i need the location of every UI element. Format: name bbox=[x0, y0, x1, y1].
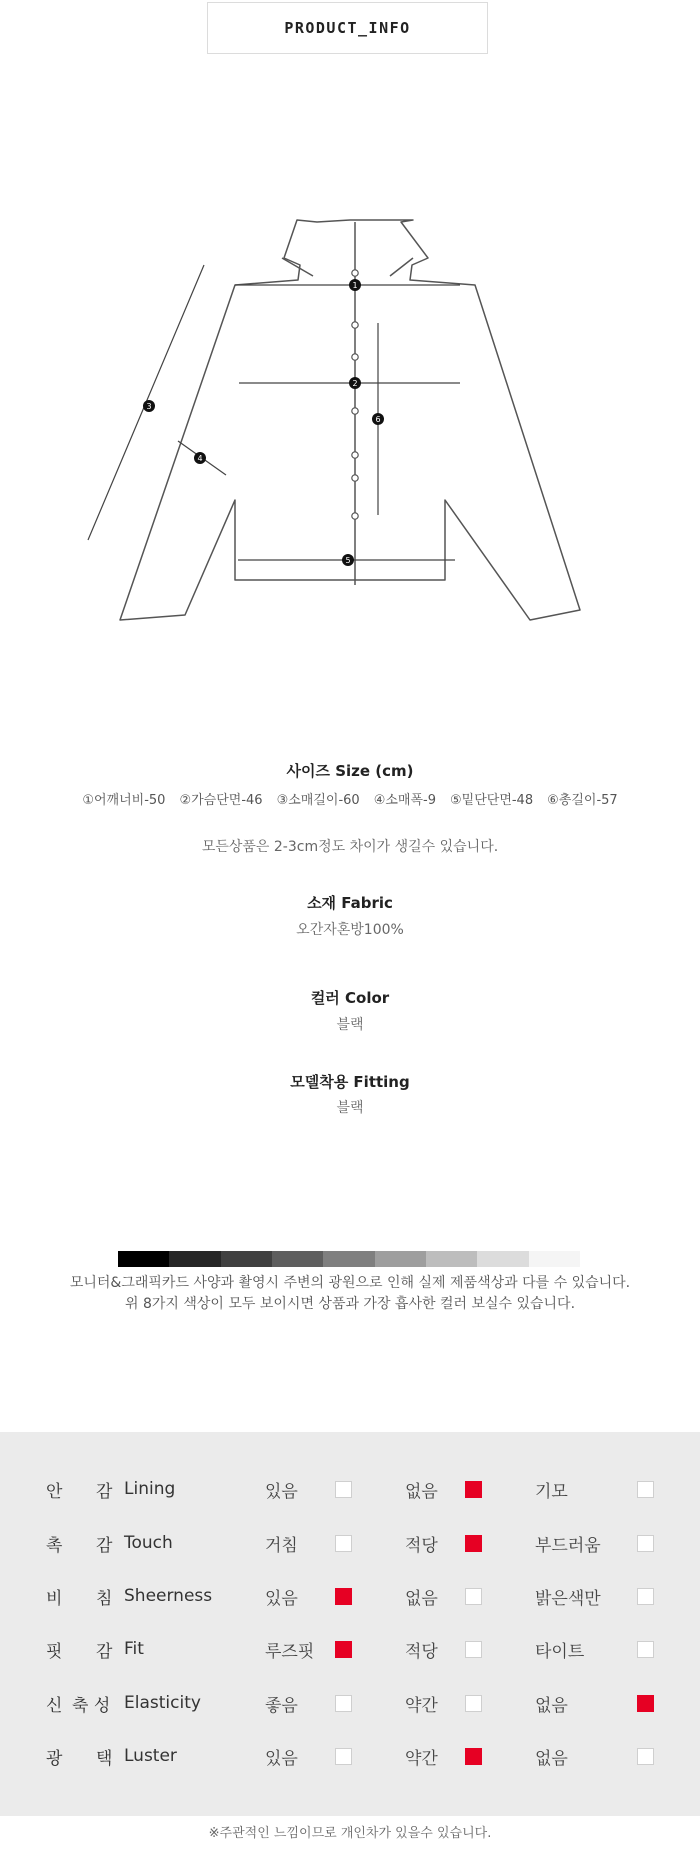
size-note: 모든상품은 2-3cm정도 차이가 생길수 있습니다. bbox=[201, 839, 499, 855]
option-checkbox[interactable] bbox=[637, 1748, 654, 1765]
attribute-row-lining bbox=[0, 1474, 700, 1504]
attr-ko-b: 축 성 bbox=[72, 1695, 111, 1716]
product-info-header: PRODUCT_INFO bbox=[207, 2, 488, 54]
attr-en: Sheerness bbox=[124, 1586, 213, 1606]
color-swatch bbox=[272, 1251, 323, 1267]
attr-ko-a: 비 bbox=[46, 1588, 63, 1609]
size-list bbox=[0, 789, 700, 808]
option-label: 거침 bbox=[265, 1535, 298, 1556]
attribute-row-luster bbox=[0, 1741, 700, 1771]
option-label: 있음 bbox=[265, 1748, 298, 1769]
marker-2-label: 2 bbox=[352, 379, 358, 388]
attr-en: Elasticity bbox=[124, 1693, 201, 1713]
option-label: 없음 bbox=[405, 1588, 438, 1609]
attr-ko-a: 광 bbox=[46, 1748, 63, 1769]
fitting-title: 모델착용 Fitting bbox=[290, 1073, 410, 1091]
option-checkbox[interactable] bbox=[465, 1748, 482, 1765]
attribute-row-touch bbox=[0, 1528, 700, 1558]
attr-ko-b: 택 bbox=[96, 1748, 113, 1769]
attr-ko-b: 침 bbox=[96, 1588, 113, 1609]
color-swatch bbox=[477, 1251, 528, 1267]
attr-ko-a: 신 bbox=[46, 1695, 63, 1716]
size-item: ①어깨너비-50 bbox=[82, 793, 166, 808]
option-checkbox[interactable] bbox=[465, 1481, 482, 1498]
option-label: 없음 bbox=[405, 1481, 438, 1502]
size-item: ②가슴단면-46 bbox=[179, 793, 263, 808]
marker-6-label: 6 bbox=[375, 415, 381, 424]
fitting-value: 블랙 bbox=[336, 1100, 364, 1116]
size-item: ③소매길이-60 bbox=[276, 793, 360, 808]
attr-ko-a: 핏 bbox=[46, 1641, 63, 1662]
color-swatch bbox=[323, 1251, 374, 1267]
option-checkbox[interactable] bbox=[335, 1641, 352, 1658]
option-label: 루즈핏 bbox=[265, 1641, 315, 1662]
option-checkbox[interactable] bbox=[335, 1588, 352, 1605]
color-swatch bbox=[375, 1251, 426, 1267]
attr-ko-b: 감 bbox=[96, 1535, 113, 1556]
color-swatch bbox=[426, 1251, 477, 1267]
marker-3-label: 3 bbox=[146, 402, 152, 411]
option-checkbox[interactable] bbox=[335, 1695, 352, 1712]
option-label: 밝은색만 bbox=[535, 1588, 601, 1609]
disclaimer-note: ※주관적인 느낌이므로 개인차가 있을수 있습니다. bbox=[208, 1826, 492, 1841]
attr-en: Luster bbox=[124, 1746, 177, 1766]
color-swatch bbox=[169, 1251, 220, 1267]
marker-5-label: 5 bbox=[345, 556, 351, 565]
marker-1-label: 1 bbox=[352, 281, 358, 290]
option-checkbox[interactable] bbox=[465, 1695, 482, 1712]
size-item: ⑤밑단단면-48 bbox=[449, 793, 534, 808]
attr-en: Lining bbox=[124, 1479, 176, 1499]
shirt-diagram bbox=[60, 200, 640, 640]
option-checkbox[interactable] bbox=[465, 1535, 482, 1552]
option-label: 약간 bbox=[405, 1695, 438, 1716]
attribute-row-elasticity bbox=[0, 1688, 700, 1718]
option-label: 부드러움 bbox=[535, 1535, 601, 1556]
option-label: 기모 bbox=[535, 1481, 568, 1502]
color-swatch bbox=[221, 1251, 272, 1267]
option-checkbox[interactable] bbox=[465, 1588, 482, 1605]
size-item: ⑥총길이-57 bbox=[547, 793, 618, 808]
option-label: 없음 bbox=[535, 1695, 568, 1716]
option-label: 적당 bbox=[405, 1641, 438, 1662]
option-label: 있음 bbox=[265, 1588, 298, 1609]
color-swatch-bar bbox=[118, 1251, 580, 1267]
option-checkbox[interactable] bbox=[637, 1481, 654, 1498]
size-item: ④소매폭-9 bbox=[373, 793, 436, 808]
option-label: 좋음 bbox=[265, 1695, 298, 1716]
attr-en: Touch bbox=[124, 1533, 173, 1553]
attribute-row-fit bbox=[0, 1634, 700, 1664]
option-checkbox[interactable] bbox=[637, 1695, 654, 1712]
size-title: 사이즈 Size (cm) bbox=[286, 762, 414, 780]
option-checkbox[interactable] bbox=[637, 1641, 654, 1658]
attribute-row-sheerness bbox=[0, 1581, 700, 1611]
monitor-notice-line2: 위 8가지 색상이 모두 보이시면 상품과 가장 흡사한 컬러 보실수 있습니다. bbox=[124, 1296, 576, 1312]
attr-ko-b: 감 bbox=[96, 1641, 113, 1662]
option-checkbox[interactable] bbox=[335, 1535, 352, 1552]
color-value: 블랙 bbox=[336, 1017, 364, 1033]
fabric-title: 소재 Fabric bbox=[307, 894, 393, 912]
attr-ko-a: 촉 bbox=[46, 1535, 63, 1556]
option-checkbox[interactable] bbox=[465, 1641, 482, 1658]
color-swatch bbox=[529, 1251, 580, 1267]
option-label: 타이트 bbox=[535, 1641, 585, 1662]
attribute-panel bbox=[0, 1432, 700, 1816]
attr-ko-a: 안 bbox=[46, 1481, 63, 1502]
option-checkbox[interactable] bbox=[637, 1588, 654, 1605]
fabric-value: 오간자혼방100% bbox=[296, 922, 404, 938]
marker-4-label: 4 bbox=[197, 454, 203, 463]
color-title: 컬러 Color bbox=[310, 989, 390, 1007]
attr-ko-b: 감 bbox=[96, 1481, 113, 1502]
option-checkbox[interactable] bbox=[335, 1481, 352, 1498]
monitor-notice-line1: 모니터&그래픽카드 사양과 촬영시 주변의 광원으로 인해 실제 제품색상과 다를 수 있습니다. bbox=[69, 1275, 631, 1291]
option-label: 없음 bbox=[535, 1748, 568, 1769]
option-checkbox[interactable] bbox=[335, 1748, 352, 1765]
option-label: 있음 bbox=[265, 1481, 298, 1502]
color-swatch bbox=[118, 1251, 169, 1267]
option-label: 적당 bbox=[405, 1535, 438, 1556]
option-label: 약간 bbox=[405, 1748, 438, 1769]
option-checkbox[interactable] bbox=[637, 1535, 654, 1552]
attr-en: Fit bbox=[124, 1639, 144, 1659]
